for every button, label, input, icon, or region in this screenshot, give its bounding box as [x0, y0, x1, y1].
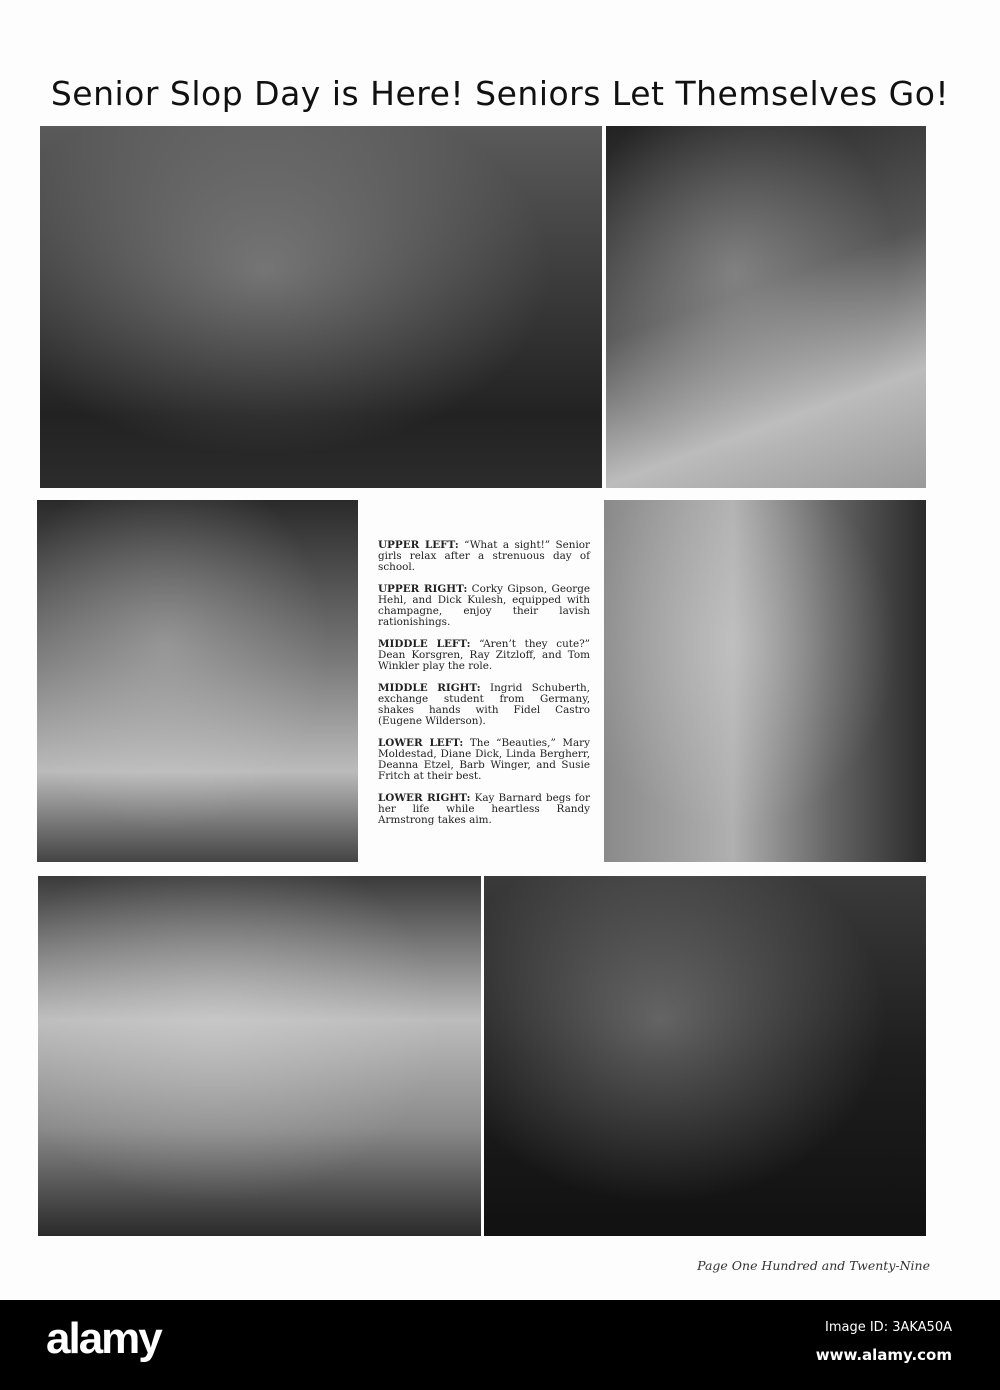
caption-lower-right — [378, 793, 590, 826]
page-title: Senior Slop Day is Here! Seniors Let Themselves Go! — [50, 74, 950, 113]
photo-middle-left — [37, 500, 358, 862]
photo-middle-right — [604, 500, 926, 862]
photo-captions — [378, 540, 590, 837]
caption-label: UPPER LEFT: — [378, 539, 459, 551]
caption-text: The “Beauties,” Mary Moldestad, Diane Dick, Linda Bergherr, Deanna Etzel, Barb Winger, and Susie Fritch at their best. — [378, 737, 590, 782]
watermark-url: www.alamy.com — [815, 1346, 952, 1364]
caption-middle-left — [378, 639, 590, 672]
caption-text: “Aren’t they cute?” Dean Korsgren, Ray Zitzloff, and Tom Winkler play the role. — [378, 638, 590, 672]
watermark-banner — [0, 1300, 1000, 1390]
photo-upper-right — [606, 126, 926, 488]
caption-upper-left — [378, 540, 590, 573]
photo-upper-left — [40, 126, 602, 488]
photo-lower-left — [38, 876, 481, 1236]
caption-middle-right — [378, 683, 590, 727]
page-number: Page One Hundred and Twenty-Nine — [697, 1258, 930, 1273]
caption-upper-right — [378, 584, 590, 628]
alamy-logo: alamy — [46, 1314, 161, 1363]
caption-label: LOWER RIGHT: — [378, 792, 471, 804]
caption-text: Ingrid Schuberth, exchange student from Germany, shakes hands with Fidel Castro (Eugene Wilderson). — [378, 682, 590, 727]
caption-label: UPPER RIGHT: — [378, 583, 468, 595]
caption-text: Kay Barnard begs for her life while heartless Randy Armstrong takes aim. — [378, 792, 590, 826]
caption-label: MIDDLE LEFT: — [378, 638, 471, 650]
caption-text: “What a sight!” Senior girls relax after a strenuous day of school. — [378, 539, 590, 573]
caption-lower-left — [378, 738, 590, 782]
caption-label: LOWER LEFT: — [378, 737, 464, 749]
photo-lower-right — [484, 876, 926, 1236]
image-id: Image ID: 3AKA50A — [825, 1320, 952, 1335]
caption-label: MIDDLE RIGHT: — [378, 682, 481, 694]
caption-text: Corky Gipson, George Hehl, and Dick Kulesh, equipped with champagne, enjoy their lavish rationishings. — [378, 583, 590, 628]
